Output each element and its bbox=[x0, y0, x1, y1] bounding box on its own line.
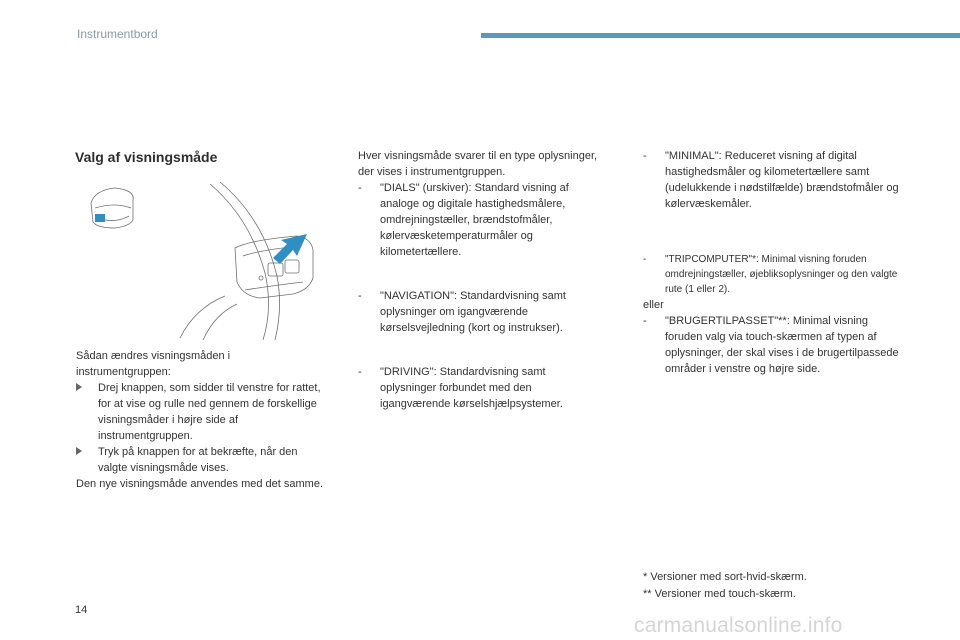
list-dash: - bbox=[358, 290, 362, 302]
section-title: Valg af visningsmåde bbox=[75, 149, 218, 165]
step-bullet-icon bbox=[76, 444, 82, 460]
mode-item-tripcomputer bbox=[643, 252, 908, 297]
list-dash: - bbox=[643, 254, 647, 265]
footnote: * Versioner med sort-hvid-skærm. bbox=[643, 571, 807, 583]
mode-text: "MINIMAL": Reduceret visning af digital hastighedsmåler og kilometertællere samt (udelukkende i nødstilfælde) brændstofmåler og kølervæskemåler. bbox=[665, 150, 899, 210]
mode-text: "DRIVING": Standardvisning samt oplysninger forbundet med den igangværende kørselshjælpsystemer. bbox=[380, 366, 563, 410]
mode-text: "DIALS" (urskiver): Standard visning af analoge og digitale hastighedsmålere, omdrejningstæller, brændstofmåler, kølervæsketemperaturmåler og kilometertællere. bbox=[380, 182, 569, 258]
step-text: Drej knappen, som sidder til venstre for rattet, for at vise og rulle ned gennem de forskellige visningsmåder i højre side af instrumentgruppen. bbox=[98, 382, 321, 442]
mode-text: "TRIPCOMPUTER"*: Minimal visning foruden omdrejningstæller, øjebliksoplysninger og den valgte rute (1 eller 2). bbox=[665, 254, 898, 295]
or-label: eller bbox=[643, 299, 664, 311]
list-dash: - bbox=[358, 182, 362, 194]
mode-item-driving bbox=[358, 364, 603, 412]
chapter-accent-bar bbox=[481, 33, 960, 38]
watermark: carmanualsonline.info bbox=[634, 614, 843, 637]
list-dash: - bbox=[643, 150, 647, 162]
modes-intro: Hver visningsmåde svarer til en type oplysninger, der vises i instrumentgruppen. bbox=[358, 150, 598, 178]
list-dash: - bbox=[643, 315, 647, 327]
mode-item-custom bbox=[643, 313, 908, 377]
instructions-intro: Sådan ændres visningsmåden i instrumentgruppen: bbox=[76, 350, 231, 378]
footnote: ** Versioner med touch-skærm. bbox=[643, 588, 796, 600]
footnotes bbox=[643, 569, 807, 603]
instructions-column bbox=[76, 348, 326, 492]
step-item bbox=[76, 380, 326, 444]
steering-wheel-illustration bbox=[75, 178, 320, 340]
step-item bbox=[76, 444, 326, 476]
modes-column-1 bbox=[358, 148, 603, 412]
list-dash: - bbox=[358, 366, 362, 378]
page-number: 14 bbox=[75, 604, 88, 616]
mode-text: "BRUGERTILPASSET"**: Minimal visning foruden valg via touch-skærmen af typen af oplysninger, der skal vises i de brugertilpassede områder i venstre og højre side. bbox=[665, 315, 899, 375]
mode-item-dials bbox=[358, 180, 603, 260]
chapter-label: Instrumentbord bbox=[77, 27, 158, 41]
modes-column-2 bbox=[643, 148, 908, 377]
instructions-outro: Den nye visningsmåde anvendes med det samme. bbox=[76, 478, 324, 490]
step-bullet-icon bbox=[76, 380, 82, 396]
step-text: Tryk på knappen for at bekræfte, når den valgte visningsmåde vises. bbox=[98, 446, 298, 474]
mode-item-navigation bbox=[358, 288, 603, 336]
mode-item-minimal bbox=[643, 148, 908, 212]
mode-text: "NAVIGATION": Standardvisning samt oplysninger om igangværende kørselsvejledning (kort og instrukser). bbox=[380, 290, 566, 334]
